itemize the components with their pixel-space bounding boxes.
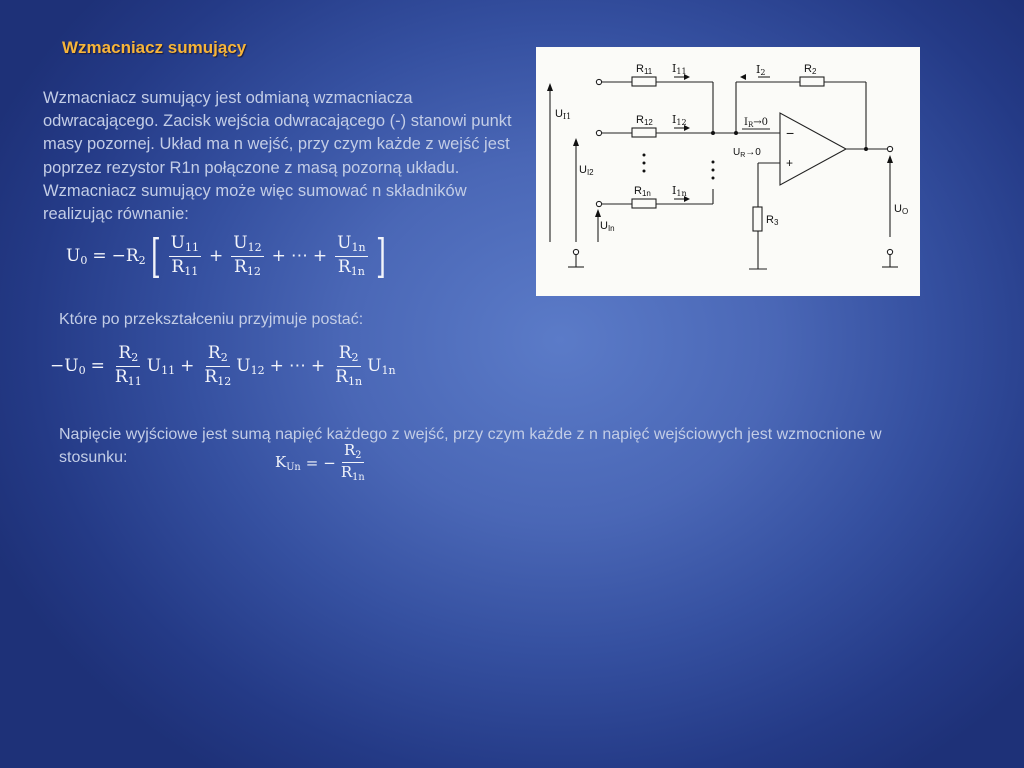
resistor-r11 bbox=[632, 77, 656, 86]
label-r1n: R1n bbox=[634, 185, 651, 198]
output-ground-terminal bbox=[887, 249, 892, 254]
resistor-r3 bbox=[753, 207, 762, 231]
summing-amplifier-circuit bbox=[536, 47, 920, 296]
label-i11: I11 bbox=[672, 62, 687, 76]
eq1-term-n: $\frac{U_{1n}}{R_{1n}}$ bbox=[337, 232, 366, 278]
label-ui2: UI2 bbox=[579, 164, 594, 177]
resistor-r2 bbox=[800, 77, 824, 86]
equation-gain: $K_{Un}$ = − $\frac{R_2}{R_{1n}}$ bbox=[275, 441, 365, 484]
label-ur: $U_R\to 0$ bbox=[733, 147, 761, 159]
label-r12: R12 bbox=[636, 114, 653, 127]
left-bracket: [ bbox=[150, 229, 161, 283]
transform-paragraph: Które po przekształceniu przyjmuje postać: bbox=[59, 311, 364, 328]
output-terminal bbox=[887, 146, 892, 151]
resistor-r12 bbox=[632, 128, 656, 137]
label-ui1: UI1 bbox=[555, 108, 572, 121]
right-bracket: ] bbox=[375, 229, 386, 283]
eq1-gain: $-R_2$ bbox=[111, 245, 146, 267]
equation-transformed: $-U_0$ = $\frac{R_2}{R_{11}}$ $U_{11}$ + $\frac{R_2}{R_{12}}$ $U_{12}$ + ⋯ + $\frac{R_2}{R_{1n}}$ $U_{1n}$ bbox=[50, 343, 396, 388]
label-plus-input: + bbox=[786, 156, 794, 170]
label-uo: UO bbox=[894, 203, 909, 216]
resistor-r1n bbox=[632, 199, 656, 208]
label-minus-input: − bbox=[786, 125, 795, 141]
input-ground-terminal bbox=[573, 249, 578, 254]
gain-paragraph: Napięcie wyjściowe jest sumą napięć każdego z wejść, przy czym każde z n napięć wejściowych jest wzmocnione w stosunku: bbox=[59, 426, 882, 466]
eq2-frac-2: $\frac{R_2}{R_{12}}$ bbox=[204, 343, 232, 388]
label-r11: R11 bbox=[636, 63, 653, 76]
input-terminal-2 bbox=[596, 130, 601, 135]
op-amp-symbol bbox=[780, 113, 846, 185]
eq2-frac-n: $\frac{R_2}{R_{1n}}$ bbox=[335, 343, 363, 388]
eq1-term-1: $\frac{U_{11}}{R_{11}}$ bbox=[170, 232, 200, 278]
label-r3: R3 bbox=[766, 214, 779, 227]
input-terminal-1 bbox=[596, 79, 601, 84]
label-ir: $I_R\to 0$ bbox=[744, 117, 768, 129]
input-terminal-n bbox=[596, 201, 601, 206]
eq2-frac-1: $\frac{R_2}{R_{11}}$ bbox=[114, 343, 142, 388]
label-i1n: I1n bbox=[672, 184, 687, 198]
equation-summing: $U_0$ = $-R_2$ [ $\frac{U_{11}}{R_{11}}$ + $\frac{U_{12}}{R_{12}}$ + ⋯ + $\frac{U_{1n}}{R_{1n}}$ ] bbox=[66, 229, 386, 283]
slide-title: Wzmacniacz sumujący bbox=[62, 38, 247, 57]
intro-paragraph: Wzmacniacz sumujący jest odmianą wzmacniacza odwracającego. Zacisk wejścia odwracającego (-) stanowi punkt masy pozornej. Układ ma n wejść, przy czym każde z wejść jest poprzez rezystor R1n połączone z masą pozorną układu. Wzmacniacz sumujący może więc sumować n składników realizując równanie: bbox=[43, 89, 512, 224]
label-uin: UIn bbox=[600, 220, 615, 233]
eq1-lhs: $U_0$ bbox=[66, 245, 88, 267]
eq3-frac: $\frac{R_2}{R_{1n}}$ bbox=[340, 441, 365, 484]
label-r2: R2 bbox=[804, 63, 817, 76]
label-i2: I2 bbox=[756, 63, 766, 77]
label-i12: I12 bbox=[672, 113, 687, 127]
eq1-term-2: $\frac{U_{12}}{R_{12}}$ bbox=[233, 232, 262, 278]
